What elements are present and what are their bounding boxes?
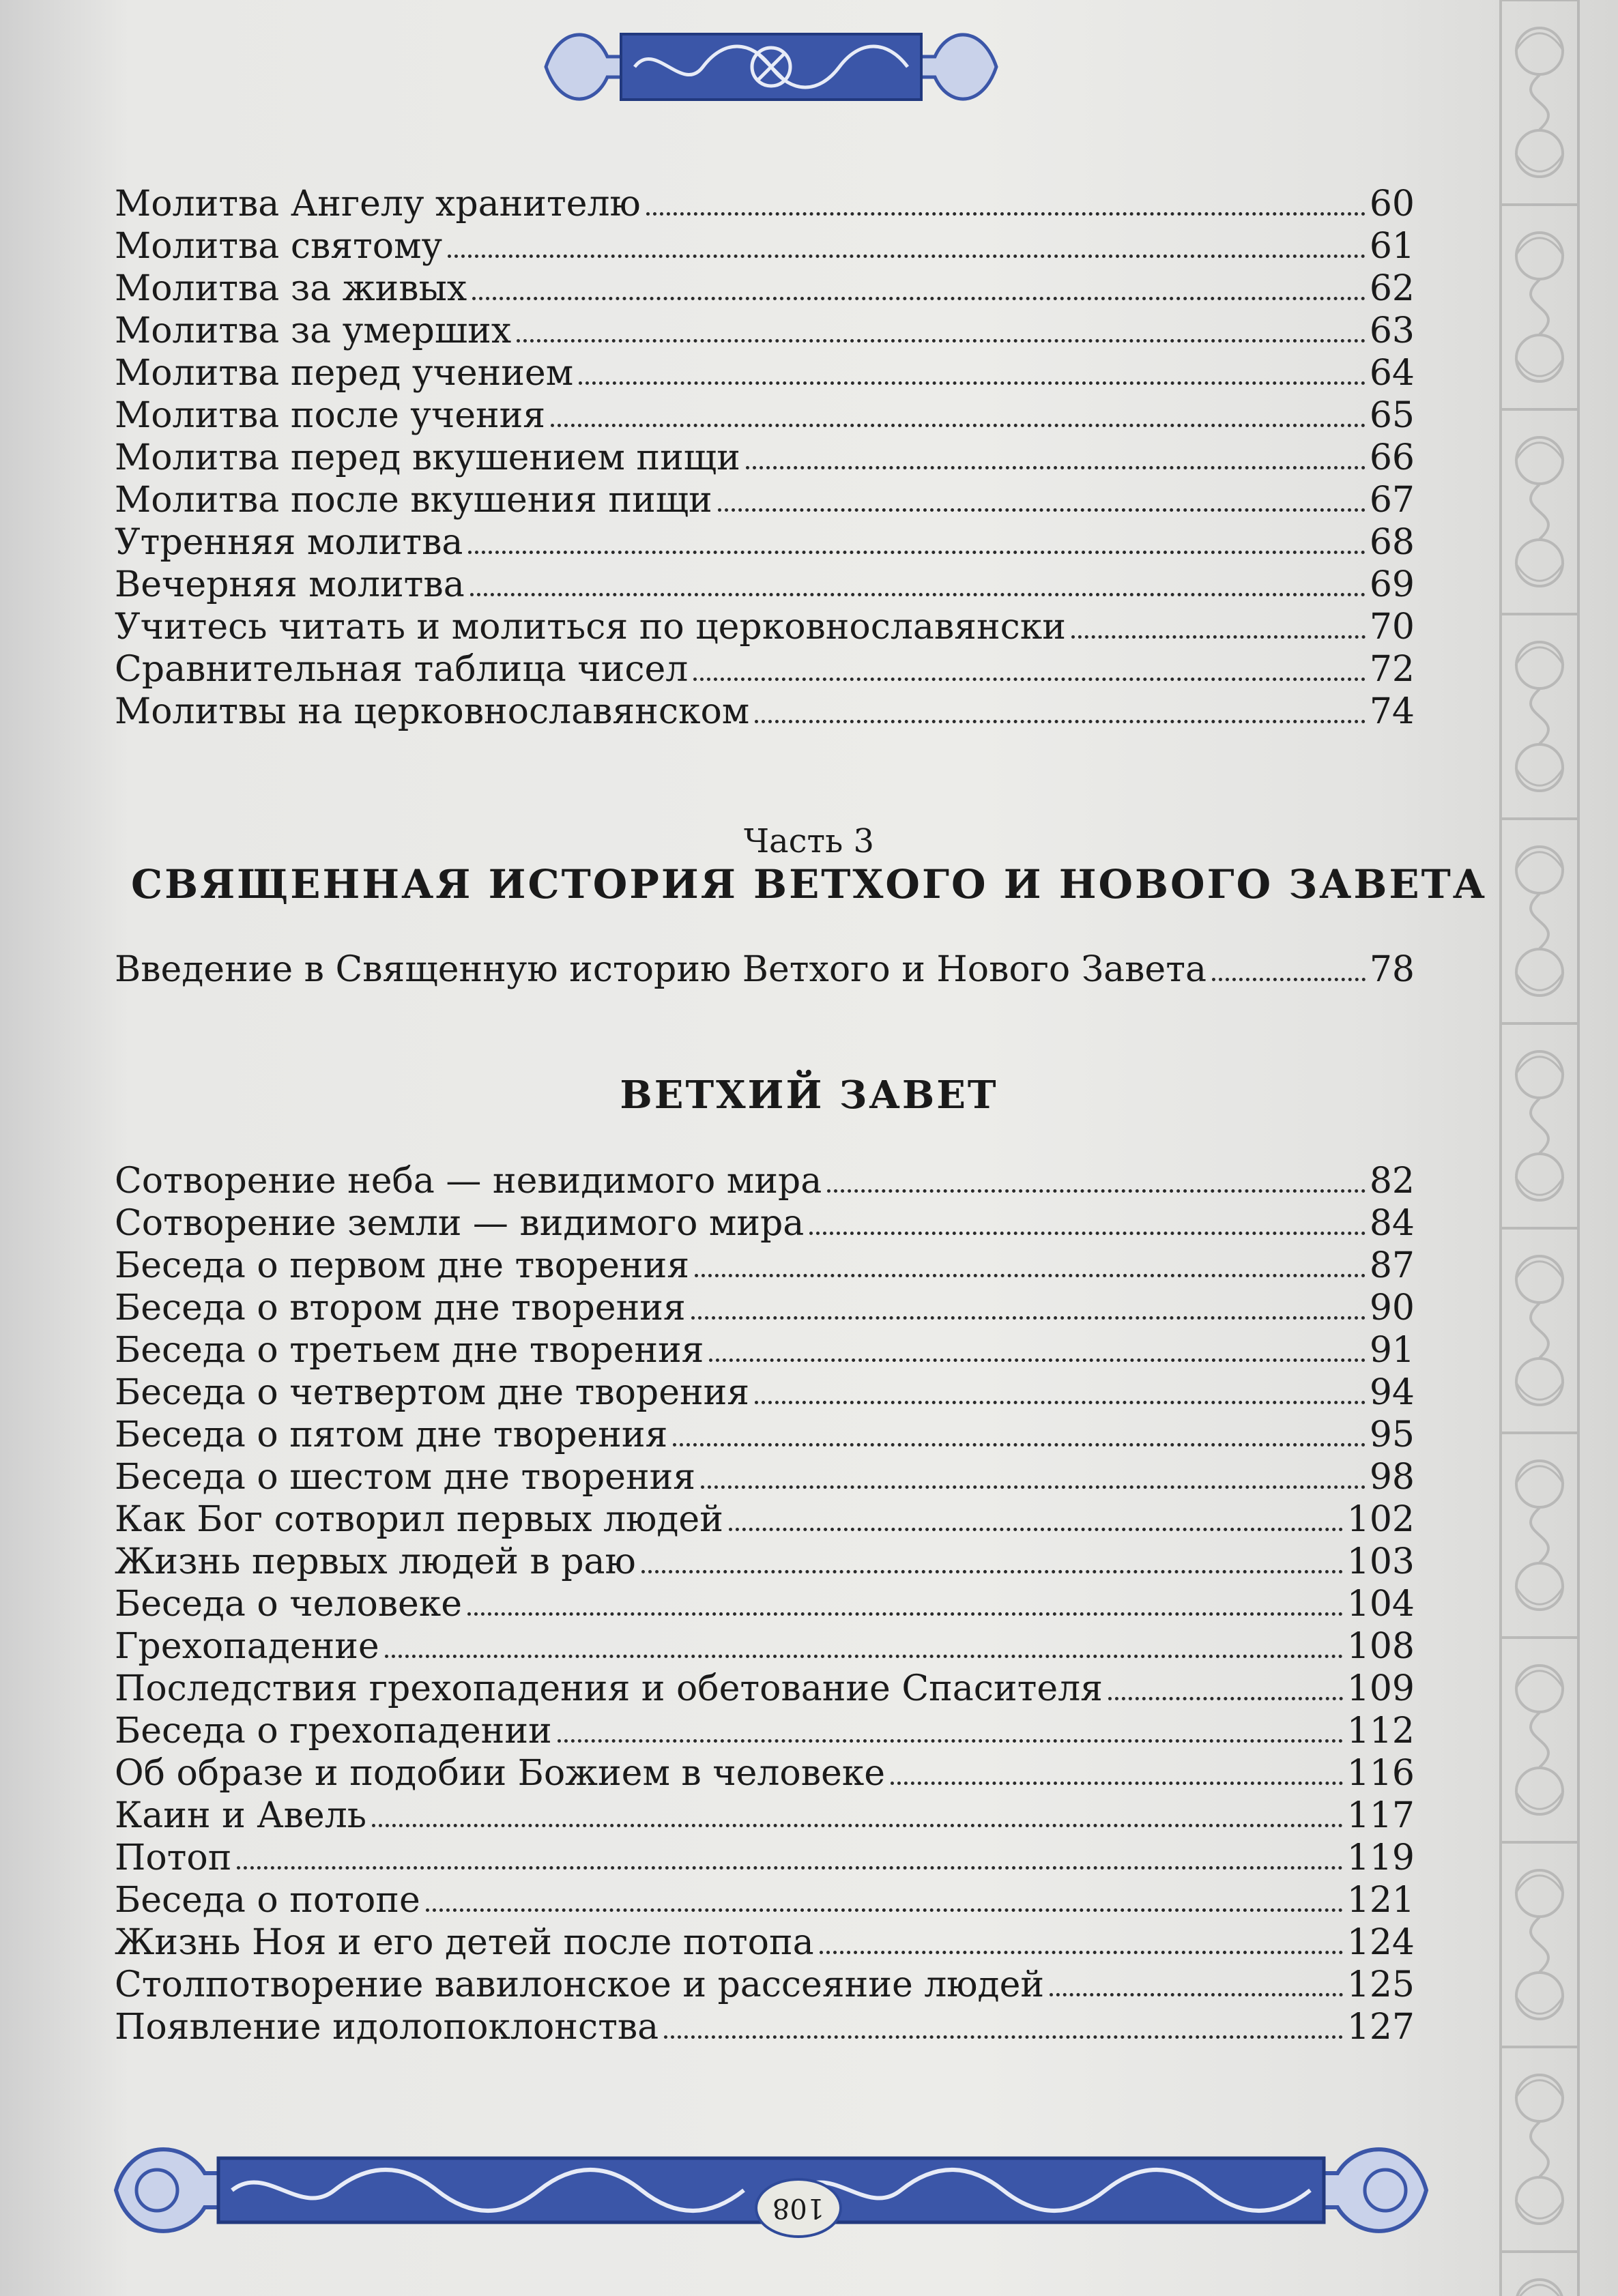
entry-page: 121 (1346, 1880, 1415, 1921)
top-ornament (532, 19, 1010, 115)
dot-leader (472, 297, 1366, 300)
entry-title: Молитва Ангелу хранителю (115, 184, 641, 224)
dot-leader (467, 1612, 1343, 1616)
entry-title: Жизнь первых людей в раю (115, 1541, 636, 1582)
toc-entry[interactable] (115, 691, 1415, 733)
entry-page: 78 (1369, 949, 1415, 990)
toc-entry[interactable] (115, 1329, 1415, 1371)
toc-entry[interactable] (115, 948, 1415, 991)
entry-title: Появление идолопоклонства (115, 2007, 659, 2048)
entry-page: 90 (1369, 1288, 1415, 1328)
dot-leader (691, 1316, 1366, 1320)
entry-title: Молитва после вкушения пищи (115, 480, 712, 521)
entry-page: 127 (1346, 2007, 1415, 2048)
toc-entry[interactable] (115, 267, 1415, 310)
entry-title: Беседа о четвертом дне творения (115, 1372, 750, 1413)
entry-page: 91 (1369, 1330, 1415, 1371)
entry-page: 87 (1369, 1245, 1415, 1286)
entry-title: Молитва перед вкушением пищи (115, 437, 740, 478)
entry-page: 64 (1369, 353, 1415, 394)
entry-title: Молитва святому (115, 226, 443, 267)
toc-entry[interactable] (115, 352, 1415, 394)
dot-leader (827, 1189, 1366, 1193)
entry-page: 61 (1369, 226, 1415, 267)
dot-leader (709, 1358, 1365, 1362)
entry-page: 62 (1369, 268, 1415, 309)
entry-title: Беседа о третьем дне творения (115, 1330, 704, 1371)
dot-leader (673, 1443, 1366, 1447)
entry-page: 68 (1369, 522, 1415, 563)
dot-leader (755, 720, 1366, 723)
entry-title: Сравнительная таблица чисел (115, 649, 689, 690)
toc-entry[interactable] (115, 1371, 1415, 1414)
toc-prayers (115, 183, 1415, 733)
dot-leader (579, 381, 1366, 385)
entry-page: 82 (1369, 1161, 1415, 1202)
entry-page: 102 (1346, 1499, 1415, 1540)
entry-page: 66 (1369, 437, 1415, 478)
toc-entry[interactable] (115, 1752, 1415, 1794)
entry-title: Об образе и подобии Божием в человеке (115, 1753, 886, 1794)
toc-entry[interactable] (115, 479, 1415, 521)
section-title: ВЕТХИЙ ЗАВЕТ (620, 1073, 998, 1118)
dot-leader (646, 212, 1366, 216)
toc-entry[interactable] (115, 1202, 1415, 1245)
dot-leader (385, 1655, 1343, 1658)
entry-title: Грехопадение (115, 1626, 379, 1667)
toc-entry[interactable] (115, 1414, 1415, 1456)
toc-entry[interactable] (115, 1879, 1415, 1921)
entry-title: Жизнь Ноя и его детей после потопа (115, 1922, 814, 1963)
toc-entry[interactable] (115, 1625, 1415, 1668)
entry-page: 74 (1369, 691, 1415, 732)
entry-page: 65 (1369, 395, 1415, 436)
toc-entry[interactable] (115, 2006, 1415, 2048)
dot-leader (1071, 635, 1366, 639)
entry-page: 103 (1346, 1541, 1415, 1582)
toc-entry[interactable] (115, 1837, 1415, 1879)
toc-entry[interactable] (115, 1583, 1415, 1625)
toc-entry[interactable] (115, 1541, 1415, 1583)
entry-page: 72 (1369, 649, 1415, 690)
entry-title: Последствия грехопадения и обетование Спасителя (115, 1668, 1103, 1709)
entry-title: Сотворение земли — видимого мира (115, 1203, 805, 1244)
toc-entry[interactable] (115, 1498, 1415, 1541)
entry-title: Утренняя молитва (115, 522, 463, 563)
entry-page: 119 (1346, 1837, 1415, 1878)
part-label: Часть 3 (743, 822, 875, 860)
entry-title: Беседа о шестом дне творения (115, 1457, 696, 1498)
dot-leader (448, 255, 1366, 258)
toc-entry[interactable] (115, 1456, 1415, 1498)
dot-leader (664, 2035, 1343, 2039)
entry-page: 60 (1369, 184, 1415, 224)
toc-entry[interactable] (115, 225, 1415, 267)
dot-leader (426, 1908, 1343, 1912)
toc-entry[interactable] (115, 437, 1415, 479)
page-number: 108 (755, 2178, 842, 2238)
entry-title: Учитесь читать и молиться по церковнославянски (115, 607, 1066, 648)
entry-page: 112 (1346, 1711, 1415, 1752)
toc-entry[interactable] (115, 1160, 1415, 1202)
dot-leader (551, 424, 1366, 427)
entry-page: 125 (1346, 1964, 1415, 2005)
entry-page: 124 (1346, 1922, 1415, 1963)
toc-entry[interactable] (115, 1921, 1415, 1964)
decorative-border (1488, 0, 1591, 2296)
entry-title: Молитва после учения (115, 395, 546, 436)
dot-leader (468, 551, 1365, 554)
dot-leader (809, 1232, 1366, 1235)
entry-title: Каин и Авель (115, 1795, 367, 1836)
entry-page: 69 (1369, 564, 1415, 605)
entry-page: 104 (1346, 1584, 1415, 1625)
entry-title: Молитва за живых (115, 268, 467, 309)
toc-part3-intro (115, 948, 1415, 991)
dot-leader (470, 593, 1366, 596)
dot-leader (693, 678, 1366, 681)
toc-entry[interactable] (115, 1710, 1415, 1752)
entry-title: Вечерняя молитва (115, 564, 465, 605)
entry-page: 94 (1369, 1372, 1415, 1413)
entry-title: Беседа о потопе (115, 1880, 420, 1921)
toc-entry[interactable] (115, 606, 1415, 648)
entry-page: 117 (1346, 1795, 1415, 1836)
toc-entry[interactable] (115, 183, 1415, 225)
dot-leader (1050, 1993, 1343, 1996)
dot-leader (729, 1528, 1343, 1531)
toc-entry[interactable] (115, 1794, 1415, 1837)
entry-title: Молитва за умерших (115, 310, 512, 351)
dot-leader (820, 1951, 1343, 1954)
entry-title: Молитвы на церковнославянском (115, 691, 750, 732)
dot-leader (558, 1739, 1343, 1743)
dot-leader (746, 466, 1366, 469)
entry-title: Беседа о пятом дне творения (115, 1414, 668, 1455)
entry-page: 98 (1369, 1457, 1415, 1498)
toc-old-testament (115, 1160, 1415, 2048)
toc-entry[interactable] (115, 310, 1415, 352)
entry-page: 95 (1369, 1414, 1415, 1455)
entry-title: Сотворение неба — невидимого мира (115, 1161, 822, 1202)
toc-entry[interactable] (115, 521, 1415, 564)
toc-entry[interactable] (115, 1287, 1415, 1329)
dot-leader (701, 1485, 1366, 1489)
toc-entry[interactable] (115, 564, 1415, 606)
entry-page: 109 (1346, 1668, 1415, 1709)
entry-title: Как Бог сотворил первых людей (115, 1499, 723, 1540)
part-title: СВЯЩЕННАЯ ИСТОРИЯ ВЕТХОГО И НОВОГО ЗАВЕТА (130, 861, 1488, 907)
dot-leader (237, 1866, 1342, 1870)
entry-title: Столпотворение вавилонское и рассеяние людей (115, 1964, 1045, 2005)
toc-entry[interactable] (115, 1245, 1415, 1287)
entry-title: Беседа о человеке (115, 1584, 463, 1625)
entry-page: 116 (1346, 1753, 1415, 1794)
dot-leader (1212, 978, 1366, 981)
entry-title: Потоп (115, 1837, 232, 1878)
dot-leader (372, 1824, 1343, 1827)
entry-title: Беседа о грехопадении (115, 1711, 552, 1752)
entry-title: Молитва перед учением (115, 353, 574, 394)
entry-page: 84 (1369, 1203, 1415, 1244)
toc-entry[interactable] (115, 648, 1415, 691)
dot-leader (517, 339, 1366, 343)
dot-leader (1108, 1697, 1343, 1700)
entry-page: 108 (1346, 1626, 1415, 1667)
toc-entry[interactable] (115, 394, 1415, 437)
dot-leader (695, 1274, 1366, 1277)
dot-leader (755, 1401, 1366, 1404)
entry-title: Беседа о первом дне творения (115, 1245, 690, 1286)
toc-entry[interactable] (115, 1964, 1415, 2006)
entry-page: 67 (1369, 480, 1415, 521)
entry-title: Беседа о втором дне творения (115, 1288, 686, 1328)
dot-leader (891, 1782, 1343, 1785)
entry-page: 70 (1369, 607, 1415, 648)
dot-leader (641, 1570, 1343, 1573)
toc-entry[interactable] (115, 1668, 1415, 1710)
dot-leader (718, 508, 1366, 512)
entry-page: 63 (1369, 310, 1415, 351)
entry-title: Введение в Священную историю Ветхого и Нового Завета (115, 949, 1207, 990)
